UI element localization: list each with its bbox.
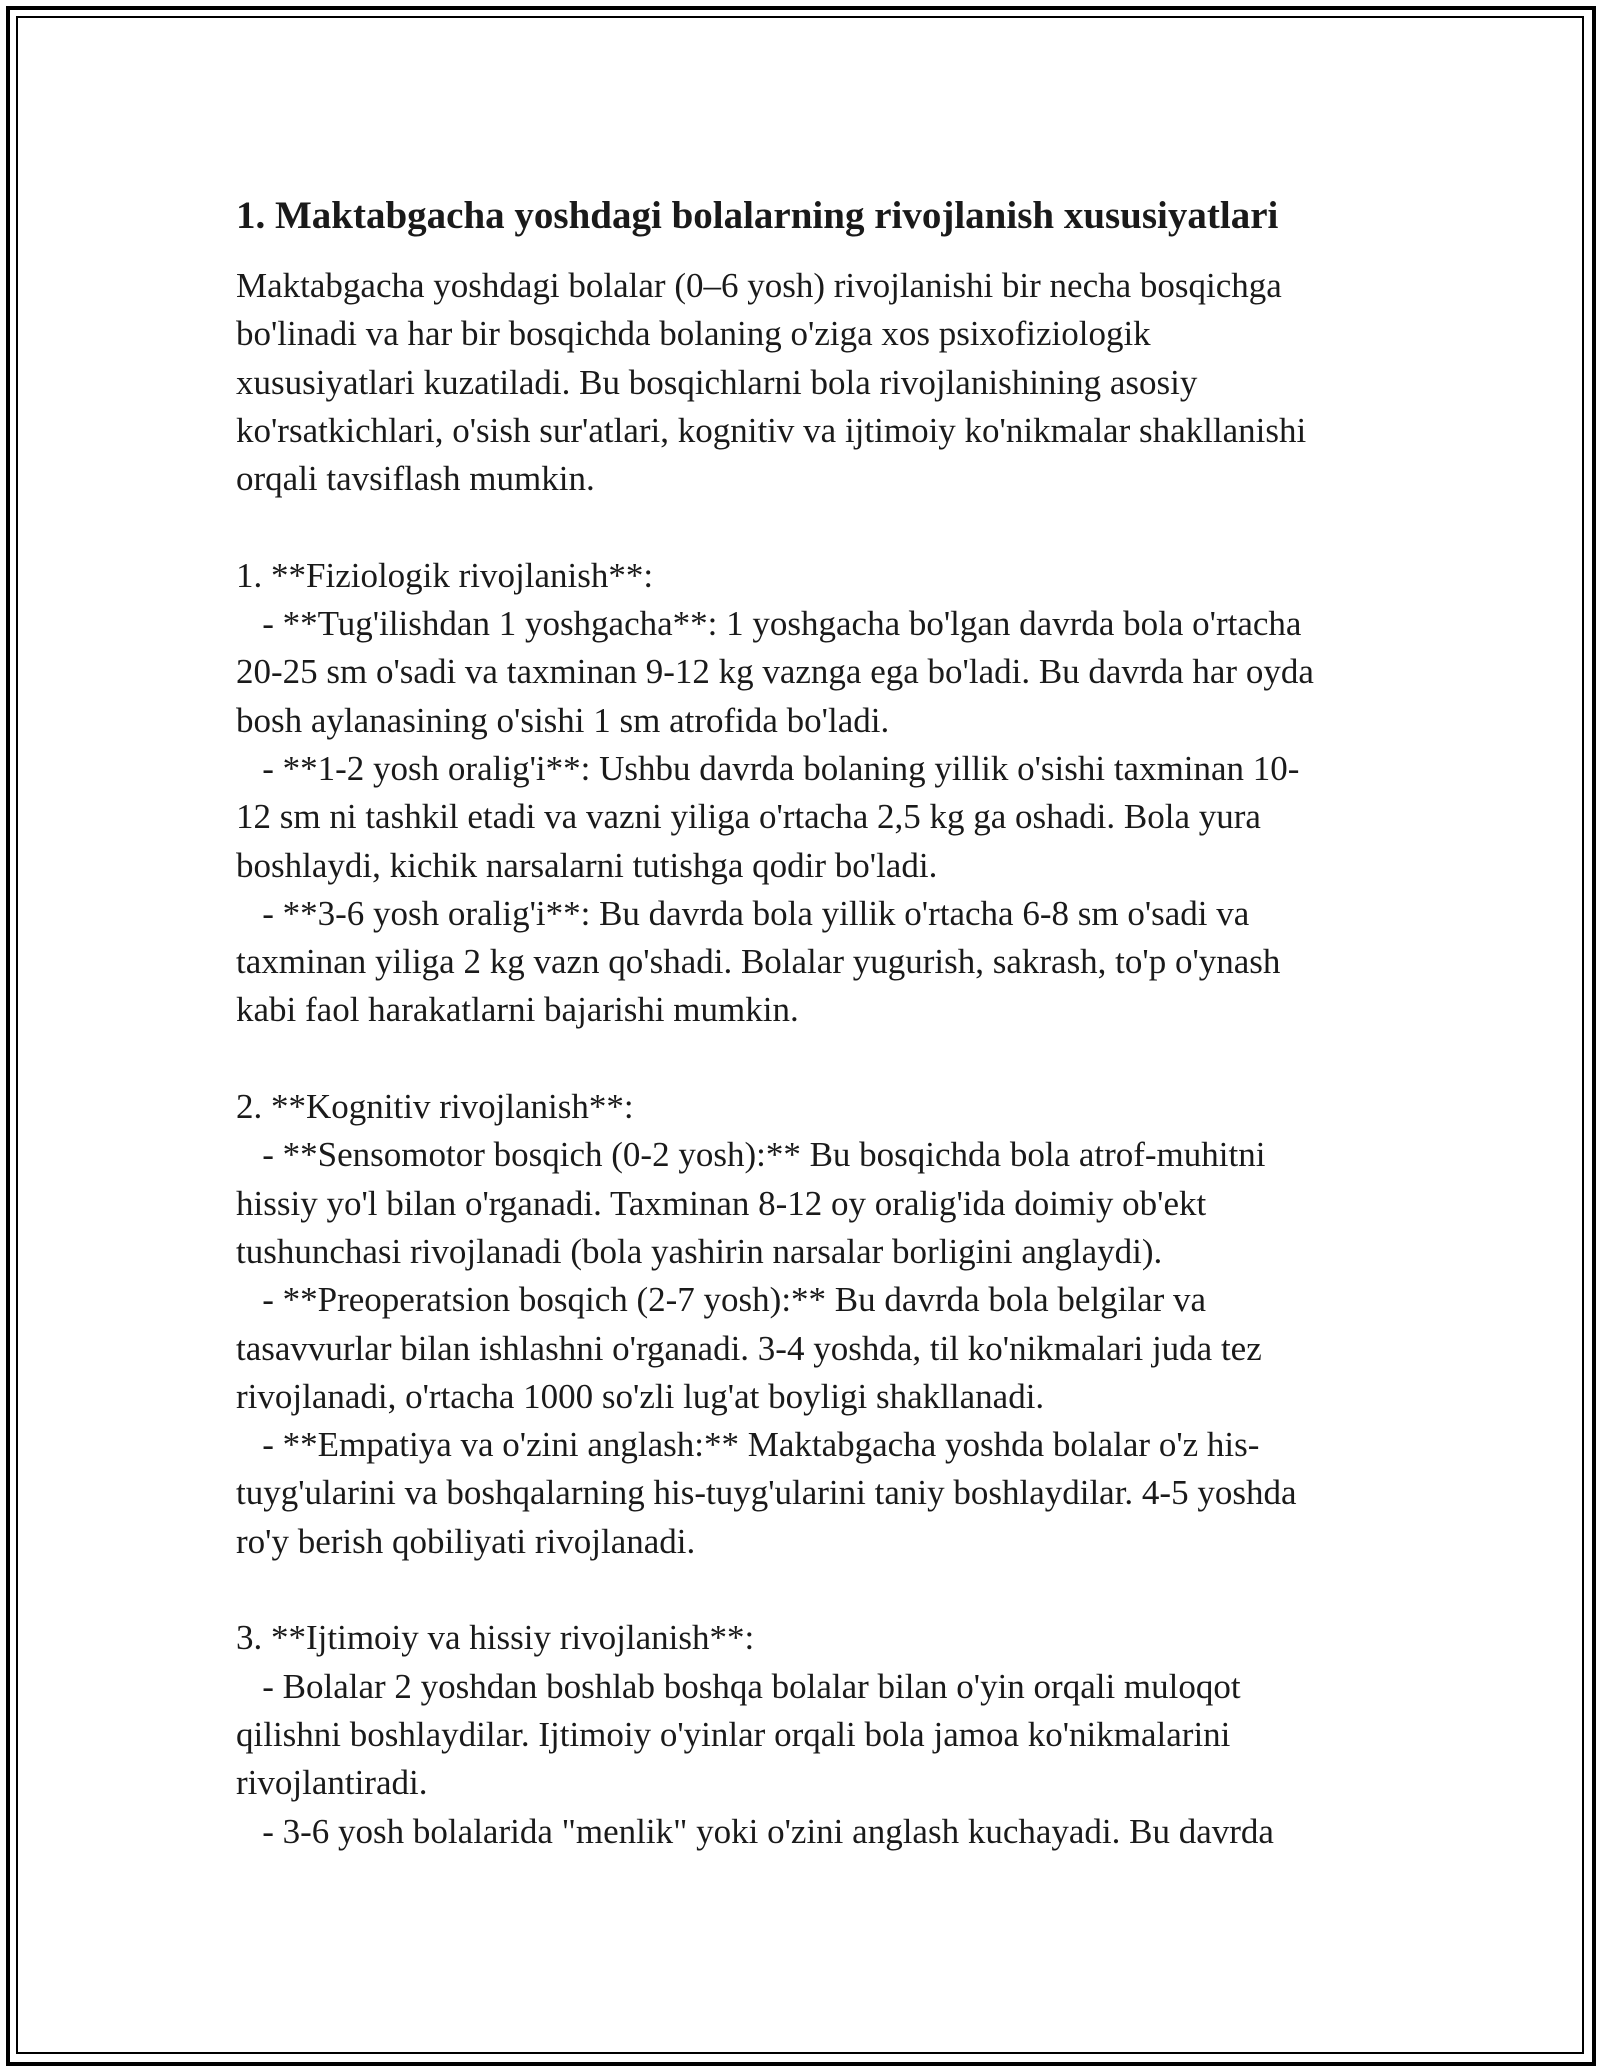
- paragraph-gap: [236, 503, 1376, 551]
- section-physiological: [236, 552, 1376, 1035]
- text-line: boshlaydi, kichik narsalarni tutishga qodir bo'ladi.: [236, 845, 938, 885]
- text-line: xususiyatlari kuzatiladi. Bu bosqichlarni bola rivojlanishining asosiy: [236, 362, 1198, 402]
- text-line: - **Empatiya va o'zini anglash:** Maktabgacha yoshda bolalar o'z his-: [236, 1425, 1260, 1465]
- text-line: - Bolalar 2 yoshdan boshlab boshqa bolalar bilan o'yin orqali muloqot: [236, 1666, 1241, 1706]
- text-line: orqali tavsiflash mumkin.: [236, 459, 595, 499]
- text-line: taxminan yiliga 2 kg vazn qo'shadi. Bolalar yugurish, sakrash, to'p o'ynash: [236, 942, 1281, 982]
- text-line: - 3-6 yosh bolalarida "menlik" yoki o'zini anglash kuchayadi. Bu davrda: [236, 1811, 1274, 1851]
- section-heading: 3. **Ijtimoiy va hissiy rivojlanish**:: [236, 1618, 755, 1658]
- text-line: hissiy yo'l bilan o'rganadi. Taxminan 8-12 oy oralig'ida doimiy ob'ekt: [236, 1183, 1207, 1223]
- section-cognitive: [236, 1083, 1376, 1566]
- document-content: [236, 190, 1376, 1856]
- document-title: 1. Maktabgacha yoshdagi bolalarning rivojlanish xususiyatlari: [236, 194, 1279, 237]
- text-line: Maktabgacha yoshdagi bolalar (0–6 yosh) rivojlanishi bir necha bosqichga: [236, 266, 1282, 305]
- text-line: - **Tug'ilishdan 1 yoshgacha**: 1 yoshgacha bo'lgan davrda bola o'rtacha: [236, 604, 1302, 644]
- text-line: - **Preoperatsion bosqich (2-7 yosh):** Bu davrda bola belgilar va: [236, 1280, 1207, 1320]
- text-line: rivojlantiradi.: [236, 1763, 428, 1803]
- text-line: ko'rsatkichlari, o'sish sur'atlari, kognitiv va ijtimoiy ko'nikmalar shakllanishi: [236, 410, 1307, 450]
- document-body: [236, 262, 1376, 1856]
- text-line: - **Sensomotor bosqich (0-2 yosh):** Bu bosqichda bola atrof-muhitni: [236, 1135, 1266, 1175]
- text-line: qilishni boshlaydilar. Ijtimoiy o'yinlar orqali bola jamoa ko'nikmalarini: [236, 1714, 1231, 1754]
- text-line: 20-25 sm o'sadi va taxminan 9-12 kg vaznga ega bo'ladi. Bu davrda har oyda: [236, 652, 1314, 692]
- text-line: tasavvurlar bilan ishlashni o'rganadi. 3-4 yoshda, til ko'nikmalari juda tez: [236, 1328, 1262, 1368]
- paragraph-gap: [236, 1035, 1376, 1083]
- text-line: rivojlanadi, o'rtacha 1000 so'zli lug'at boyligi shakllanadi.: [236, 1376, 1045, 1416]
- intro-paragraph: [236, 262, 1376, 503]
- section-social-emotional: [236, 1614, 1376, 1855]
- text-line: ro'y berish qobiliyati rivojlanadi.: [236, 1521, 696, 1561]
- paragraph-gap: [236, 1566, 1376, 1614]
- section-heading: 1. **Fiziologik rivojlanish**:: [236, 555, 654, 595]
- text-line: bo'linadi va har bir bosqichda bolaning o'ziga xos psixofiziologik: [236, 314, 1151, 354]
- text-line: 12 sm ni tashkil etadi va vazni yiliga o'rtacha 2,5 kg ga oshadi. Bola yura: [236, 797, 1261, 837]
- section-heading: 2. **Kognitiv rivojlanish**:: [236, 1087, 634, 1127]
- text-line: - **3-6 yosh oralig'i**: Bu davrda bola yillik o'rtacha 6-8 sm o'sadi va: [236, 893, 1250, 933]
- text-line: - **1-2 yosh oralig'i**: Ushbu davrda bolaning yillik o'sishi taxminan 10-: [236, 748, 1300, 788]
- text-line: bosh aylanasining o'sishi 1 sm atrofida bo'ladi.: [236, 700, 890, 740]
- text-line: tuyg'ularini va boshqalarning his-tuyg'ularini taniy boshlaydilar. 4-5 yoshda: [236, 1473, 1297, 1513]
- text-line: tushunchasi rivojlanadi (bola yashirin narsalar borligini anglaydi).: [236, 1231, 1163, 1271]
- text-line: kabi faol harakatlarni bajarishi mumkin.: [236, 990, 799, 1030]
